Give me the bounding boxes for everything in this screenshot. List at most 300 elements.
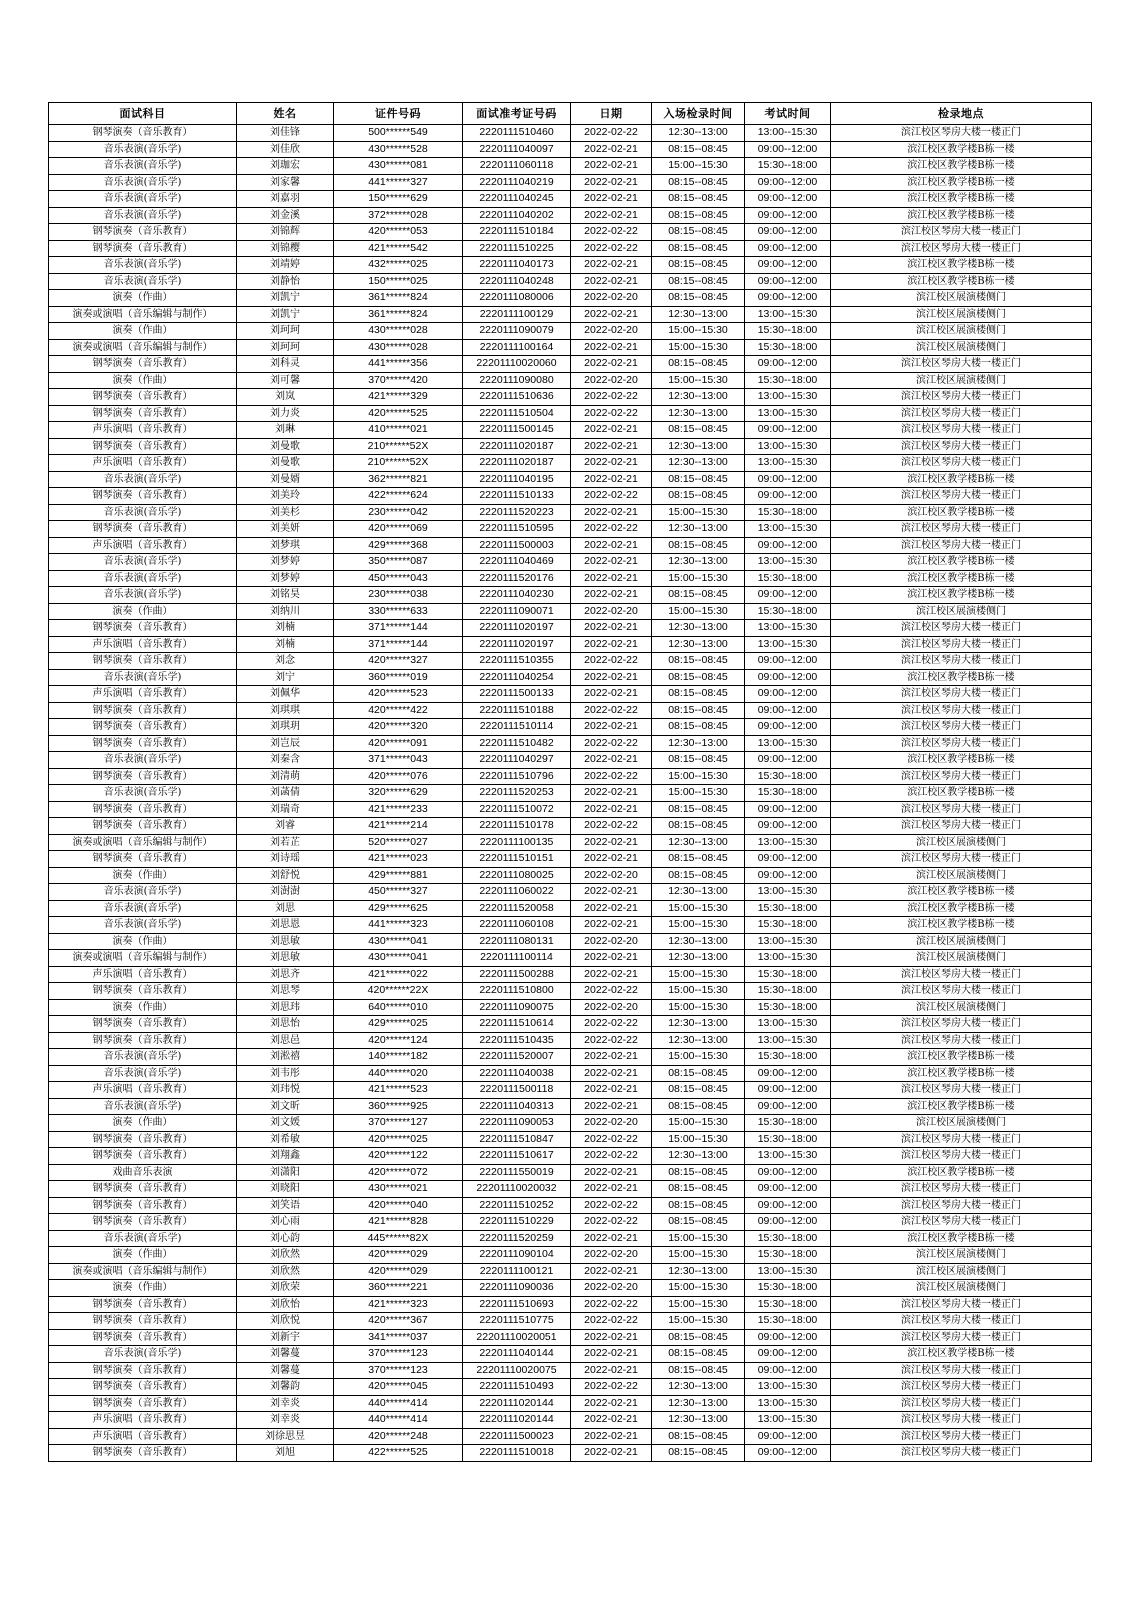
table-row bbox=[49, 1280, 1092, 1297]
cell-checkin-time: 12:30--13:00 bbox=[652, 389, 745, 406]
table-row bbox=[49, 339, 1092, 356]
cell-checkin-location: 滨江校区琴房大楼一楼正门 bbox=[831, 1362, 1092, 1379]
cell-date: 2022-02-22 bbox=[571, 488, 652, 505]
cell-admission-number: 2220111510188 bbox=[463, 702, 571, 719]
cell-subject: 钢琴演奏（音乐教育） bbox=[49, 653, 237, 670]
cell-exam-time: 13:00--15:30 bbox=[745, 1032, 831, 1049]
cell-admission-number: 2220111090071 bbox=[463, 603, 571, 620]
cell-subject: 音乐表演(音乐学) bbox=[49, 174, 237, 191]
cell-checkin-time: 08:15--08:45 bbox=[652, 488, 745, 505]
cell-subject: 演奏（作曲） bbox=[49, 999, 237, 1016]
cell-name: 刘玮悦 bbox=[237, 1082, 334, 1099]
cell-subject: 演奏或演唱（音乐编辑与制作） bbox=[49, 306, 237, 323]
cell-checkin-location: 滨江校区琴房大楼一楼正门 bbox=[831, 620, 1092, 637]
cell-id-number: 440******414 bbox=[334, 1395, 463, 1412]
table-row bbox=[49, 240, 1092, 257]
cell-subject: 钢琴演奏（音乐教育） bbox=[49, 1313, 237, 1330]
cell-checkin-location: 滨江校区展演楼侧门 bbox=[831, 290, 1092, 307]
cell-checkin-location: 滨江校区展演楼侧门 bbox=[831, 372, 1092, 389]
cell-exam-time: 09:00--12:00 bbox=[745, 587, 831, 604]
cell-id-number: 421******023 bbox=[334, 851, 463, 868]
cell-name: 刘舒悦 bbox=[237, 867, 334, 884]
cell-admission-number: 2220111510800 bbox=[463, 983, 571, 1000]
cell-subject: 声乐演唱（音乐教育） bbox=[49, 966, 237, 983]
cell-exam-time: 13:00--15:30 bbox=[745, 834, 831, 851]
cell-exam-time: 09:00--12:00 bbox=[745, 1065, 831, 1082]
cell-admission-number: 2220111500118 bbox=[463, 1082, 571, 1099]
cell-checkin-location: 滨江校区琴房大楼一楼正门 bbox=[831, 818, 1092, 835]
cell-admission-number: 22201110020075 bbox=[463, 1362, 571, 1379]
cell-id-number: 420******525 bbox=[334, 405, 463, 422]
cell-checkin-location: 滨江校区琴房大楼一楼正门 bbox=[831, 455, 1092, 472]
cell-date: 2022-02-21 bbox=[571, 1412, 652, 1429]
cell-admission-number: 2220111040219 bbox=[463, 174, 571, 191]
cell-checkin-time: 08:15--08:45 bbox=[652, 1082, 745, 1099]
cell-checkin-time: 15:00--15:30 bbox=[652, 917, 745, 934]
cell-name: 刘思敏 bbox=[237, 950, 334, 967]
cell-admission-number: 2220111510796 bbox=[463, 768, 571, 785]
cell-name: 刘力炎 bbox=[237, 405, 334, 422]
cell-checkin-time: 12:30--13:00 bbox=[652, 735, 745, 752]
cell-exam-time: 13:00--15:30 bbox=[745, 125, 831, 142]
cell-checkin-time: 08:15--08:45 bbox=[652, 1329, 745, 1346]
cell-id-number: 441******356 bbox=[334, 356, 463, 373]
cell-id-number: 441******323 bbox=[334, 917, 463, 934]
cell-exam-time: 15:30--18:00 bbox=[745, 900, 831, 917]
cell-checkin-location: 滨江校区教学楼B栋一楼 bbox=[831, 207, 1092, 224]
cell-id-number: 420******327 bbox=[334, 653, 463, 670]
cell-exam-time: 09:00--12:00 bbox=[745, 1362, 831, 1379]
cell-name: 刘楠 bbox=[237, 620, 334, 637]
cell-subject: 钢琴演奏（音乐教育） bbox=[49, 620, 237, 637]
cell-admission-number: 2220111100114 bbox=[463, 950, 571, 967]
cell-subject: 钢琴演奏（音乐教育） bbox=[49, 1296, 237, 1313]
cell-checkin-time: 08:15--08:45 bbox=[652, 471, 745, 488]
cell-subject: 钢琴演奏（音乐教育） bbox=[49, 1016, 237, 1033]
cell-date: 2022-02-21 bbox=[571, 1445, 652, 1462]
cell-name: 刘清萌 bbox=[237, 768, 334, 785]
cell-date: 2022-02-20 bbox=[571, 933, 652, 950]
cell-id-number: 420******091 bbox=[334, 735, 463, 752]
cell-admission-number: 2220111090080 bbox=[463, 372, 571, 389]
cell-subject: 音乐表演(音乐学) bbox=[49, 471, 237, 488]
cell-checkin-location: 滨江校区教学楼B栋一楼 bbox=[831, 1049, 1092, 1066]
table-row bbox=[49, 1131, 1092, 1148]
cell-exam-time: 15:30--18:00 bbox=[745, 339, 831, 356]
cell-exam-time: 09:00--12:00 bbox=[745, 1082, 831, 1099]
cell-checkin-time: 08:15--08:45 bbox=[652, 174, 745, 191]
table-row bbox=[49, 1082, 1092, 1099]
cell-subject: 演奏（作曲） bbox=[49, 290, 237, 307]
cell-checkin-location: 滨江校区琴房大楼一楼正门 bbox=[831, 1395, 1092, 1412]
cell-id-number: 640******010 bbox=[334, 999, 463, 1016]
cell-checkin-time: 15:00--15:30 bbox=[652, 1313, 745, 1330]
table-row bbox=[49, 983, 1092, 1000]
cell-date: 2022-02-21 bbox=[571, 587, 652, 604]
cell-checkin-location: 滨江校区教学楼B栋一楼 bbox=[831, 471, 1092, 488]
cell-exam-time: 15:30--18:00 bbox=[745, 999, 831, 1016]
cell-id-number: 372******028 bbox=[334, 207, 463, 224]
table-row bbox=[49, 950, 1092, 967]
cell-subject: 钢琴演奏（音乐教育） bbox=[49, 1197, 237, 1214]
cell-checkin-location: 滨江校区展演楼侧门 bbox=[831, 306, 1092, 323]
cell-subject: 音乐表演(音乐学) bbox=[49, 207, 237, 224]
cell-id-number: 420******045 bbox=[334, 1379, 463, 1396]
cell-id-number: 360******019 bbox=[334, 669, 463, 686]
table-row bbox=[49, 1247, 1092, 1264]
cell-id-number: 430******081 bbox=[334, 158, 463, 175]
cell-checkin-time: 12:30--13:00 bbox=[652, 405, 745, 422]
cell-exam-time: 13:00--15:30 bbox=[745, 950, 831, 967]
cell-checkin-location: 滨江校区琴房大楼一楼正门 bbox=[831, 1379, 1092, 1396]
cell-exam-time: 09:00--12:00 bbox=[745, 702, 831, 719]
cell-admission-number: 2220111510775 bbox=[463, 1313, 571, 1330]
cell-admission-number: 2220111520176 bbox=[463, 570, 571, 587]
cell-admission-number: 2220111100129 bbox=[463, 306, 571, 323]
cell-id-number: 370******123 bbox=[334, 1346, 463, 1363]
cell-date: 2022-02-21 bbox=[571, 356, 652, 373]
cell-id-number: 429******025 bbox=[334, 1016, 463, 1033]
cell-exam-time: 09:00--12:00 bbox=[745, 1181, 831, 1198]
cell-subject: 钢琴演奏（音乐教育） bbox=[49, 1214, 237, 1231]
table-row bbox=[49, 488, 1092, 505]
cell-admission-number: 2220111020197 bbox=[463, 636, 571, 653]
cell-exam-time: 13:00--15:30 bbox=[745, 554, 831, 571]
cell-checkin-time: 08:15--08:45 bbox=[652, 702, 745, 719]
cell-admission-number: 2220111080006 bbox=[463, 290, 571, 307]
cell-id-number: 210******52X bbox=[334, 438, 463, 455]
table-row bbox=[49, 917, 1092, 934]
cell-id-number: 360******925 bbox=[334, 1098, 463, 1115]
cell-name: 刘思邑 bbox=[237, 1032, 334, 1049]
cell-exam-time: 15:30--18:00 bbox=[745, 1049, 831, 1066]
table-row bbox=[49, 455, 1092, 472]
cell-admission-number: 22201110020060 bbox=[463, 356, 571, 373]
cell-exam-time: 09:00--12:00 bbox=[745, 174, 831, 191]
cell-name: 刘馨韵 bbox=[237, 1379, 334, 1396]
cell-name: 刘思齐 bbox=[237, 966, 334, 983]
cell-name: 刘曼歌 bbox=[237, 455, 334, 472]
cell-checkin-location: 滨江校区琴房大楼一楼正门 bbox=[831, 686, 1092, 703]
cell-checkin-location: 滨江校区展演楼侧门 bbox=[831, 950, 1092, 967]
table-row bbox=[49, 818, 1092, 835]
cell-admission-number: 2220111060118 bbox=[463, 158, 571, 175]
table-row bbox=[49, 1395, 1092, 1412]
table-row bbox=[49, 735, 1092, 752]
cell-subject: 钢琴演奏（音乐教育） bbox=[49, 851, 237, 868]
table-row bbox=[49, 1346, 1092, 1363]
cell-name: 刘珂珂 bbox=[237, 323, 334, 340]
cell-date: 2022-02-22 bbox=[571, 240, 652, 257]
cell-checkin-location: 滨江校区琴房大楼一楼正门 bbox=[831, 521, 1092, 538]
cell-checkin-time: 12:30--13:00 bbox=[652, 306, 745, 323]
cell-subject: 声乐演唱（音乐教育） bbox=[49, 1412, 237, 1429]
cell-date: 2022-02-21 bbox=[571, 834, 652, 851]
table-row bbox=[49, 603, 1092, 620]
cell-date: 2022-02-20 bbox=[571, 1280, 652, 1297]
cell-checkin-location: 滨江校区展演楼侧门 bbox=[831, 1263, 1092, 1280]
table-row bbox=[49, 372, 1092, 389]
cell-checkin-time: 08:15--08:45 bbox=[652, 1362, 745, 1379]
table-row bbox=[49, 1181, 1092, 1198]
cell-name: 刘欣然 bbox=[237, 1247, 334, 1264]
cell-date: 2022-02-21 bbox=[571, 950, 652, 967]
table-row bbox=[49, 1049, 1092, 1066]
cell-checkin-time: 08:15--08:45 bbox=[652, 422, 745, 439]
cell-date: 2022-02-21 bbox=[571, 1346, 652, 1363]
cell-checkin-time: 15:00--15:30 bbox=[652, 1247, 745, 1264]
cell-name: 刘锦樱 bbox=[237, 240, 334, 257]
cell-checkin-location: 滨江校区琴房大楼一楼正门 bbox=[831, 1131, 1092, 1148]
table-row bbox=[49, 1115, 1092, 1132]
cell-checkin-location: 滨江校区琴房大楼一楼正门 bbox=[831, 1032, 1092, 1049]
cell-name: 刘徐思昱 bbox=[237, 1428, 334, 1445]
cell-id-number: 440******414 bbox=[334, 1412, 463, 1429]
cell-name: 刘岂辰 bbox=[237, 735, 334, 752]
cell-subject: 钢琴演奏（音乐教育） bbox=[49, 1329, 237, 1346]
table-row bbox=[49, 1445, 1092, 1462]
cell-subject: 音乐表演(音乐学) bbox=[49, 158, 237, 175]
cell-date: 2022-02-21 bbox=[571, 719, 652, 736]
cell-subject: 声乐演唱（音乐教育） bbox=[49, 537, 237, 554]
cell-name: 刘希敏 bbox=[237, 1131, 334, 1148]
cell-admission-number: 2220111020197 bbox=[463, 620, 571, 637]
cell-subject: 钢琴演奏（音乐教育） bbox=[49, 1445, 237, 1462]
cell-checkin-location: 滨江校区教学楼B栋一楼 bbox=[831, 174, 1092, 191]
cell-exam-time: 13:00--15:30 bbox=[745, 1148, 831, 1165]
cell-name: 刘若芷 bbox=[237, 834, 334, 851]
cell-checkin-time: 08:15--08:45 bbox=[652, 1181, 745, 1198]
cell-admission-number: 2220111510504 bbox=[463, 405, 571, 422]
cell-subject: 演奏或演唱（音乐编辑与制作） bbox=[49, 339, 237, 356]
cell-admission-number: 2220111510355 bbox=[463, 653, 571, 670]
table-row bbox=[49, 752, 1092, 769]
cell-id-number: 230******042 bbox=[334, 504, 463, 521]
cell-subject: 钢琴演奏（音乐教育） bbox=[49, 1395, 237, 1412]
cell-name: 刘美杉 bbox=[237, 504, 334, 521]
cell-subject: 音乐表演(音乐学) bbox=[49, 785, 237, 802]
cell-admission-number: 2220111520007 bbox=[463, 1049, 571, 1066]
cell-id-number: 421******523 bbox=[334, 1082, 463, 1099]
cell-name: 刘凯宁 bbox=[237, 306, 334, 323]
cell-checkin-time: 12:30--13:00 bbox=[652, 950, 745, 967]
cell-checkin-time: 08:15--08:45 bbox=[652, 1065, 745, 1082]
cell-checkin-time: 08:15--08:45 bbox=[652, 867, 745, 884]
cell-id-number: 430******028 bbox=[334, 339, 463, 356]
cell-date: 2022-02-21 bbox=[571, 752, 652, 769]
cell-date: 2022-02-21 bbox=[571, 141, 652, 158]
cell-date: 2022-02-20 bbox=[571, 1247, 652, 1264]
cell-exam-time: 13:00--15:30 bbox=[745, 636, 831, 653]
table-row bbox=[49, 224, 1092, 241]
cell-name: 刘笑语 bbox=[237, 1197, 334, 1214]
table-row bbox=[49, 851, 1092, 868]
cell-checkin-time: 08:15--08:45 bbox=[652, 851, 745, 868]
cell-name: 刘心韵 bbox=[237, 1230, 334, 1247]
cell-subject: 音乐表演(音乐学) bbox=[49, 752, 237, 769]
cell-date: 2022-02-20 bbox=[571, 372, 652, 389]
cell-exam-time: 15:30--18:00 bbox=[745, 1230, 831, 1247]
cell-exam-time: 13:00--15:30 bbox=[745, 620, 831, 637]
cell-id-number: 420******367 bbox=[334, 1313, 463, 1330]
cell-admission-number: 2220111040248 bbox=[463, 273, 571, 290]
cell-name: 刘静怡 bbox=[237, 273, 334, 290]
cell-exam-time: 09:00--12:00 bbox=[745, 851, 831, 868]
cell-exam-time: 09:00--12:00 bbox=[745, 488, 831, 505]
cell-name: 刘梦婷 bbox=[237, 554, 334, 571]
cell-id-number: 500******549 bbox=[334, 125, 463, 142]
cell-subject: 演奏（作曲） bbox=[49, 323, 237, 340]
cell-exam-time: 09:00--12:00 bbox=[745, 191, 831, 208]
cell-date: 2022-02-21 bbox=[571, 537, 652, 554]
cell-subject: 演奏（作曲） bbox=[49, 1247, 237, 1264]
cell-date: 2022-02-21 bbox=[571, 1098, 652, 1115]
cell-name: 刘锦辉 bbox=[237, 224, 334, 241]
cell-id-number: 420******422 bbox=[334, 702, 463, 719]
cell-date: 2022-02-20 bbox=[571, 1115, 652, 1132]
table-row bbox=[49, 125, 1092, 142]
cell-checkin-location: 滨江校区琴房大楼一楼正门 bbox=[831, 851, 1092, 868]
cell-checkin-time: 12:30--13:00 bbox=[652, 438, 745, 455]
cell-name: 刘馨蔓 bbox=[237, 1362, 334, 1379]
cell-id-number: 361******824 bbox=[334, 306, 463, 323]
cell-id-number: 420******248 bbox=[334, 1428, 463, 1445]
cell-checkin-location: 滨江校区琴房大楼一楼正门 bbox=[831, 224, 1092, 241]
cell-checkin-time: 08:15--08:45 bbox=[652, 818, 745, 835]
cell-admission-number: 2220111500003 bbox=[463, 537, 571, 554]
table-row bbox=[49, 1164, 1092, 1181]
cell-admission-number: 2220111520058 bbox=[463, 900, 571, 917]
cell-exam-time: 13:00--15:30 bbox=[745, 933, 831, 950]
cell-date: 2022-02-21 bbox=[571, 1263, 652, 1280]
cell-subject: 钢琴演奏（音乐教育） bbox=[49, 983, 237, 1000]
cell-checkin-location: 滨江校区琴房大楼一楼正门 bbox=[831, 438, 1092, 455]
cell-id-number: 371******144 bbox=[334, 620, 463, 637]
cell-id-number: 520******027 bbox=[334, 834, 463, 851]
cell-exam-time: 15:30--18:00 bbox=[745, 504, 831, 521]
table-row bbox=[49, 1362, 1092, 1379]
cell-id-number: 320******629 bbox=[334, 785, 463, 802]
cell-date: 2022-02-21 bbox=[571, 851, 652, 868]
cell-id-number: 450******043 bbox=[334, 570, 463, 587]
cell-checkin-time: 12:30--13:00 bbox=[652, 933, 745, 950]
cell-checkin-location: 滨江校区琴房大楼一楼正门 bbox=[831, 240, 1092, 257]
cell-exam-time: 15:30--18:00 bbox=[745, 603, 831, 620]
cell-admission-number: 2220111040173 bbox=[463, 257, 571, 274]
table-row bbox=[49, 570, 1092, 587]
cell-subject: 声乐演唱（音乐教育） bbox=[49, 686, 237, 703]
cell-exam-time: 13:00--15:30 bbox=[745, 1395, 831, 1412]
cell-exam-time: 09:00--12:00 bbox=[745, 1428, 831, 1445]
cell-exam-time: 15:30--18:00 bbox=[745, 570, 831, 587]
cell-admission-number: 2220111080131 bbox=[463, 933, 571, 950]
cell-checkin-time: 15:00--15:30 bbox=[652, 1280, 745, 1297]
table-row bbox=[49, 1428, 1092, 1445]
cell-exam-time: 09:00--12:00 bbox=[745, 801, 831, 818]
cell-admission-number: 2220111510636 bbox=[463, 389, 571, 406]
cell-checkin-location: 滨江校区琴房大楼一楼正门 bbox=[831, 422, 1092, 439]
cell-subject: 钢琴演奏（音乐教育） bbox=[49, 125, 237, 142]
cell-exam-time: 09:00--12:00 bbox=[745, 471, 831, 488]
cell-date: 2022-02-21 bbox=[571, 174, 652, 191]
cell-date: 2022-02-21 bbox=[571, 1065, 652, 1082]
cell-checkin-location: 滨江校区琴房大楼一楼正门 bbox=[831, 653, 1092, 670]
cell-checkin-location: 滨江校区教学楼B栋一楼 bbox=[831, 1346, 1092, 1363]
cell-id-number: 420******029 bbox=[334, 1247, 463, 1264]
cell-checkin-location: 滨江校区教学楼B栋一楼 bbox=[831, 1230, 1092, 1247]
cell-checkin-location: 滨江校区琴房大楼一楼正门 bbox=[831, 735, 1092, 752]
cell-name: 刘美玲 bbox=[237, 488, 334, 505]
cell-date: 2022-02-21 bbox=[571, 1049, 652, 1066]
cell-exam-time: 09:00--12:00 bbox=[745, 653, 831, 670]
cell-admission-number: 2220111060108 bbox=[463, 917, 571, 934]
cell-name: 刘潇阳 bbox=[237, 1164, 334, 1181]
cell-date: 2022-02-22 bbox=[571, 1032, 652, 1049]
cell-name: 刘幸炎 bbox=[237, 1412, 334, 1429]
cell-admission-number: 2220111060022 bbox=[463, 884, 571, 901]
cell-subject: 钢琴演奏（音乐教育） bbox=[49, 240, 237, 257]
table-row bbox=[49, 900, 1092, 917]
cell-name: 刘瑞奇 bbox=[237, 801, 334, 818]
cell-checkin-time: 08:15--08:45 bbox=[652, 290, 745, 307]
cell-checkin-location: 滨江校区琴房大楼一楼正门 bbox=[831, 125, 1092, 142]
cell-id-number: 350******087 bbox=[334, 554, 463, 571]
cell-date: 2022-02-21 bbox=[571, 1329, 652, 1346]
cell-checkin-time: 15:00--15:30 bbox=[652, 768, 745, 785]
table-row bbox=[49, 785, 1092, 802]
cell-checkin-location: 滨江校区琴房大楼一楼正门 bbox=[831, 356, 1092, 373]
cell-exam-time: 13:00--15:30 bbox=[745, 405, 831, 422]
cell-date: 2022-02-21 bbox=[571, 504, 652, 521]
cell-checkin-time: 08:15--08:45 bbox=[652, 587, 745, 604]
cell-name: 刘思恩 bbox=[237, 917, 334, 934]
table-row bbox=[49, 1098, 1092, 1115]
cell-subject: 演奏或演唱（音乐编辑与制作） bbox=[49, 1263, 237, 1280]
cell-date: 2022-02-21 bbox=[571, 884, 652, 901]
cell-name: 刘思怡 bbox=[237, 1016, 334, 1033]
cell-date: 2022-02-21 bbox=[571, 570, 652, 587]
cell-exam-time: 15:30--18:00 bbox=[745, 158, 831, 175]
cell-subject: 演奏（作曲） bbox=[49, 1280, 237, 1297]
cell-subject: 音乐表演(音乐学) bbox=[49, 191, 237, 208]
cell-checkin-time: 12:30--13:00 bbox=[652, 1263, 745, 1280]
cell-checkin-time: 12:30--13:00 bbox=[652, 1032, 745, 1049]
cell-checkin-time: 15:00--15:30 bbox=[652, 999, 745, 1016]
cell-date: 2022-02-22 bbox=[571, 389, 652, 406]
cell-exam-time: 13:00--15:30 bbox=[745, 389, 831, 406]
cell-admission-number: 2220111020144 bbox=[463, 1395, 571, 1412]
cell-checkin-location: 滨江校区教学楼B栋一楼 bbox=[831, 752, 1092, 769]
cell-subject: 钢琴演奏（音乐教育） bbox=[49, 356, 237, 373]
cell-date: 2022-02-22 bbox=[571, 521, 652, 538]
cell-id-number: 361******824 bbox=[334, 290, 463, 307]
cell-checkin-location: 滨江校区琴房大楼一楼正门 bbox=[831, 1445, 1092, 1462]
cell-checkin-location: 滨江校区琴房大楼一楼正门 bbox=[831, 983, 1092, 1000]
cell-checkin-location: 滨江校区琴房大楼一楼正门 bbox=[831, 801, 1092, 818]
cell-name: 刘凯宁 bbox=[237, 290, 334, 307]
cell-id-number: 450******327 bbox=[334, 884, 463, 901]
table-row bbox=[49, 653, 1092, 670]
cell-date: 2022-02-21 bbox=[571, 917, 652, 934]
cell-checkin-time: 08:15--08:45 bbox=[652, 669, 745, 686]
cell-date: 2022-02-22 bbox=[571, 983, 652, 1000]
cell-date: 2022-02-21 bbox=[571, 1362, 652, 1379]
cell-date: 2022-02-21 bbox=[571, 785, 652, 802]
cell-name: 刘家馨 bbox=[237, 174, 334, 191]
cell-date: 2022-02-20 bbox=[571, 867, 652, 884]
cell-exam-time: 09:00--12:00 bbox=[745, 752, 831, 769]
table-row bbox=[49, 1379, 1092, 1396]
